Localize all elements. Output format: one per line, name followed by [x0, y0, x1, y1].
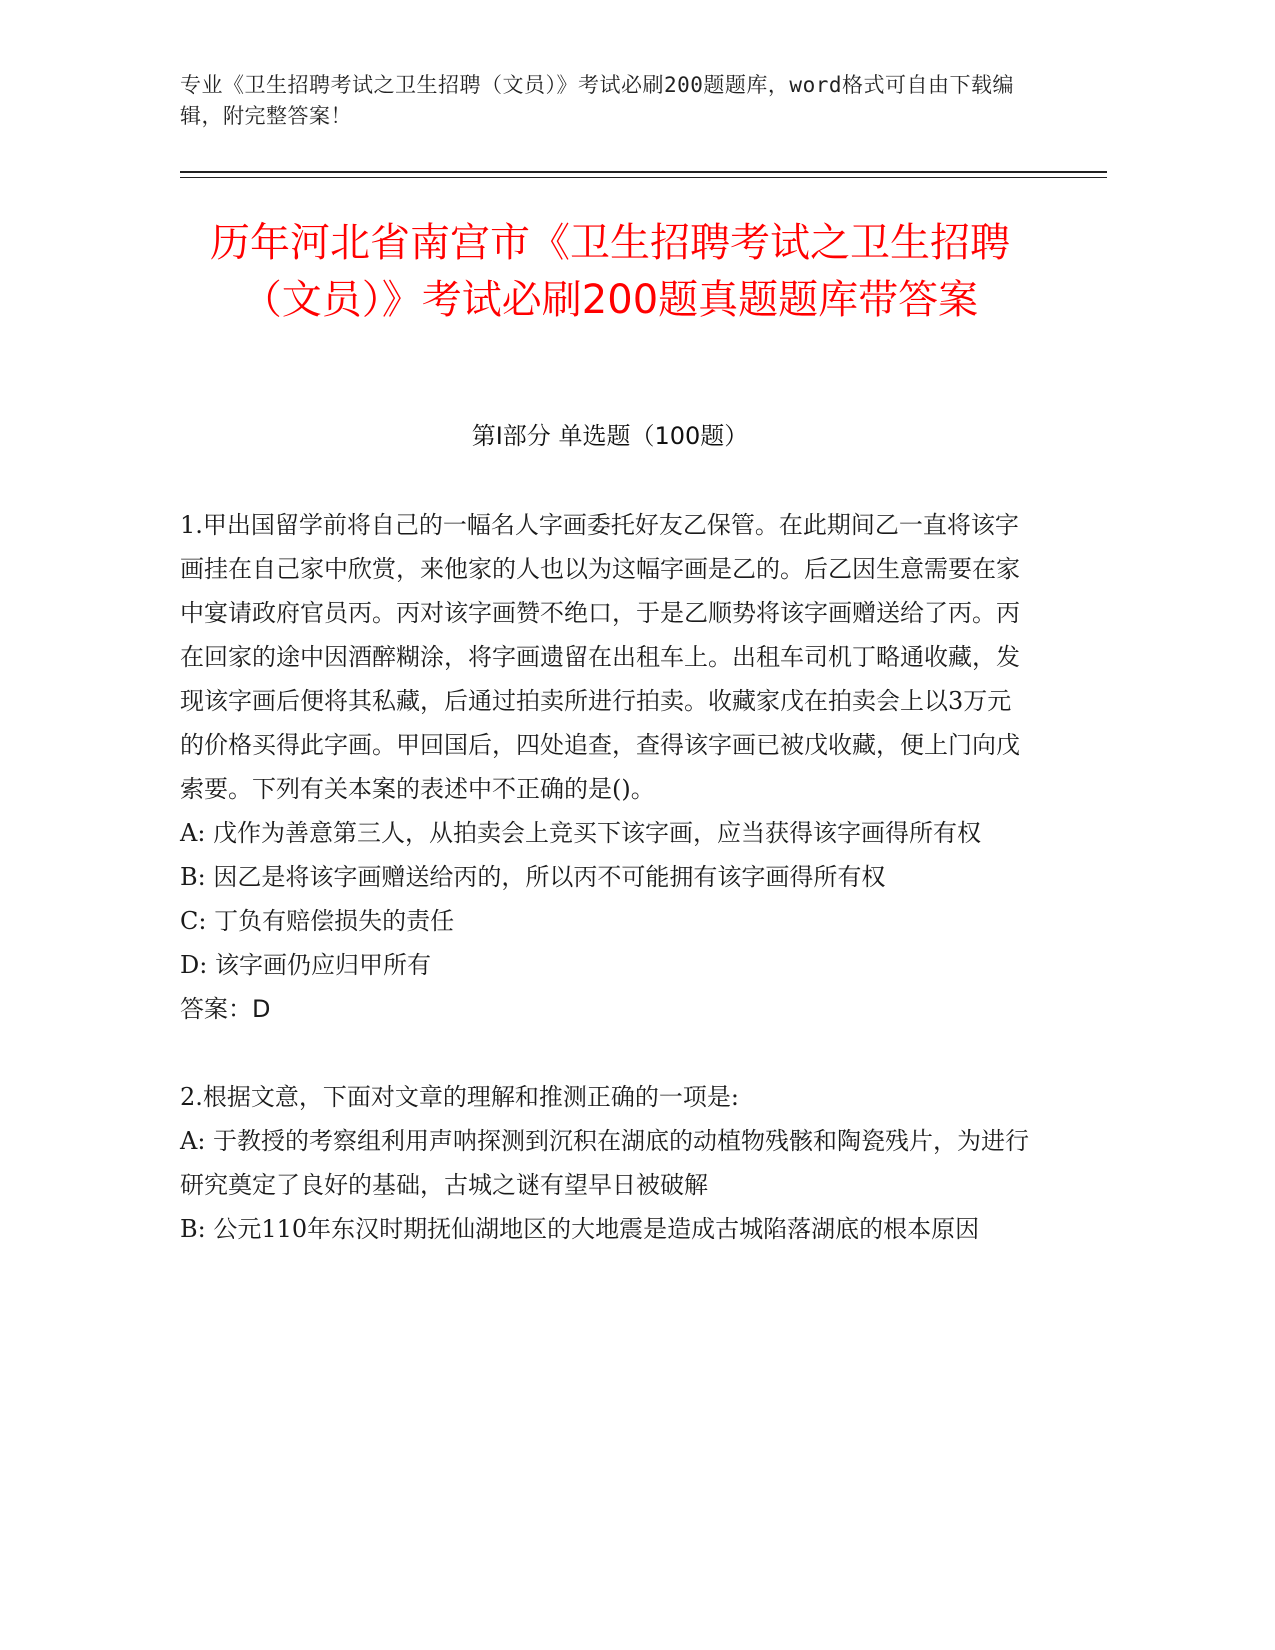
header-note: 专业《卫生招聘考试之卫生招聘（文员）》考试必刷200题题库，word格式可自由下载编辑，附完整答案！ [180, 73, 1014, 128]
question-stem: 1.甲出国留学前将自己的一幅名人字画委托好友乙保管。在此期间乙一直将该字画挂在自己家中欣赏，来他家的人也以为这幅字画是乙的。后乙因生意需要在家中宴请政府官员丙。丙对该字画赞不绝口，于是乙顺势将该字画赠送给了丙。丙在回家的途中因酒醉糊涂，将字画遗留在出租车上。出租车司机丁略通收藏，发现该字画后便将其私藏，后通过拍卖所进行拍卖。收藏家戊在拍卖会上以3万元的价格买得此字画。甲回国后，四处追查，查得该字画已被戊收藏，便上门向戊索要。下列有关本案的表述中不正确的是()。 [180, 511, 1020, 803]
header-divider-thin [180, 177, 1107, 178]
question-stem: 2.根据文意，下面对文章的理解和推测正确的一项是: [180, 1083, 739, 1111]
document-title: 历年河北省南宫市《卫生招聘考试之卫生招聘（文员）》考试必刷200题真题题库带答案 [210, 220, 1010, 323]
section-heading: 第Ⅰ部分 单选题（100题） [471, 422, 749, 450]
option-a: A: 戊作为善意第三人，从拍卖会上竞买下该字画，应当获得该字画得所有权 [180, 819, 982, 847]
option-b: B: 因乙是将该字画赠送给丙的，所以丙不可能拥有该字画得所有权 [180, 863, 886, 891]
answer-label: 答案：D [180, 995, 271, 1023]
option-a: A: 于教授的考察组利用声呐探测到沉积在湖底的动植物残骸和陶瓷残片，为进行研究奠定了良好的基础，古城之谜有望早日被破解 [180, 1127, 1030, 1199]
question-1 [180, 503, 1030, 1031]
option-b: B: 公元110年东汉时期抚仙湖地区的大地震是造成古城陷落湖底的根本原因 [180, 1215, 980, 1243]
question-2 [180, 1075, 1030, 1251]
header-divider-thick [180, 171, 1107, 173]
option-c: C: 丁负有赔偿损失的责任 [180, 907, 455, 935]
option-d: D: 该字画仍应归甲所有 [180, 951, 431, 979]
question-list [180, 503, 1030, 1295]
